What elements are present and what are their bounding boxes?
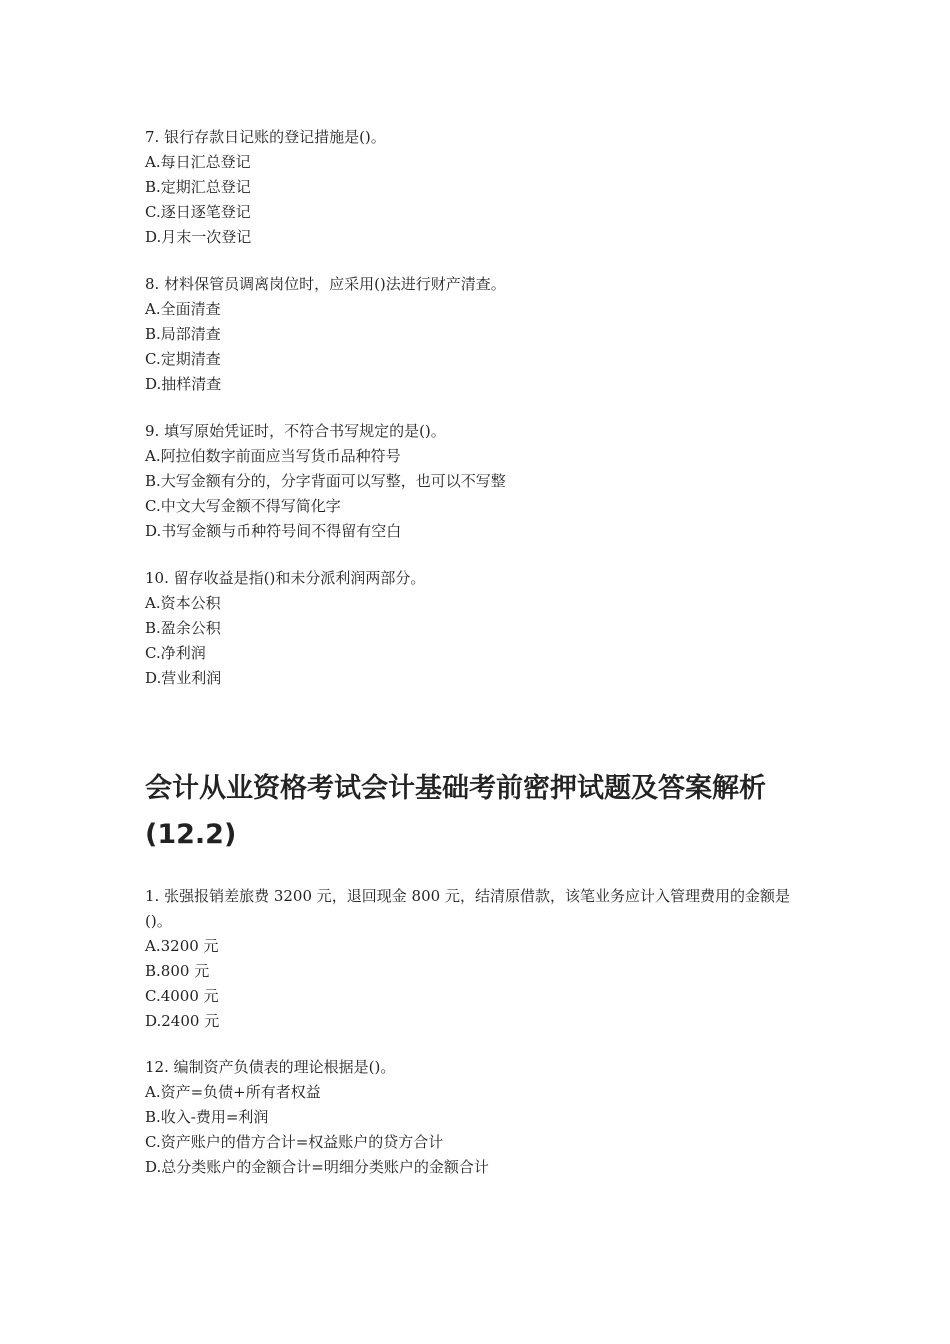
option-a: A.阿拉伯数字前面应当写货币品种符号 — [145, 447, 401, 465]
option-d: D.营业利润 — [145, 669, 222, 687]
option-c: C.逐日逐笔登记 — [145, 203, 251, 221]
question-1 — [145, 884, 825, 1034]
question-stem: 1. 张强报销差旅费 3200 元，退回现金 800 元，结清原借款，该笔业务应计入管理费用的金额是()。 — [145, 887, 790, 930]
option-a: A.3200 元 — [145, 937, 219, 955]
option-c: C.净利润 — [145, 644, 206, 662]
question-stem: 7. 银行存款日记账的登记措施是()。 — [145, 128, 386, 146]
option-c: C.4000 元 — [145, 987, 219, 1005]
option-b: B.局部清查 — [145, 325, 221, 343]
option-b: B.大写金额有分的，分字背面可以写整，也可以不写整 — [145, 472, 506, 490]
question-12 — [145, 1055, 825, 1180]
option-c: C.定期清查 — [145, 350, 221, 368]
option-d: D.总分类账户的金额合计=明细分类账户的金额合计 — [145, 1158, 489, 1176]
section-title-line1: 会计从业资格考试会计基础考前密押试题及答案解析 — [145, 773, 766, 804]
option-b: B.收入-费用=利润 — [145, 1108, 269, 1126]
question-8 — [145, 272, 825, 397]
question-9 — [145, 419, 825, 544]
option-a: A.全面清查 — [145, 300, 221, 318]
option-a: A.资产=负债+所有者权益 — [145, 1083, 321, 1101]
section-title-line2: (12.2) — [145, 819, 237, 850]
option-c: C.中文大写金额不得写简化字 — [145, 497, 341, 515]
question-10 — [145, 566, 825, 691]
question-stem: 10. 留存收益是指()和未分派利润两部分。 — [145, 569, 426, 587]
question-stem: 9. 填写原始凭证时，不符合书写规定的是()。 — [145, 422, 446, 440]
question-7 — [145, 125, 825, 250]
option-d: D.2400 元 — [145, 1012, 220, 1030]
option-d: D.月末一次登记 — [145, 228, 252, 246]
option-c: C.资产账户的借方合计=权益账户的贷方合计 — [145, 1133, 444, 1151]
option-a: A.资本公积 — [145, 594, 221, 612]
option-d: D.书写金额与币种符号间不得留有空白 — [145, 522, 402, 540]
question-stem: 12. 编制资产负债表的理论根据是()。 — [145, 1058, 396, 1076]
option-b: B.800 元 — [145, 962, 210, 980]
option-d: D.抽样清查 — [145, 375, 222, 393]
option-b: B.定期汇总登记 — [145, 178, 251, 196]
option-b: B.盈余公积 — [145, 619, 221, 637]
question-stem: 8. 材料保管员调离岗位时，应采用()法进行财产清查。 — [145, 275, 506, 293]
section-title — [145, 766, 825, 858]
option-a: A.每日汇总登记 — [145, 153, 251, 171]
